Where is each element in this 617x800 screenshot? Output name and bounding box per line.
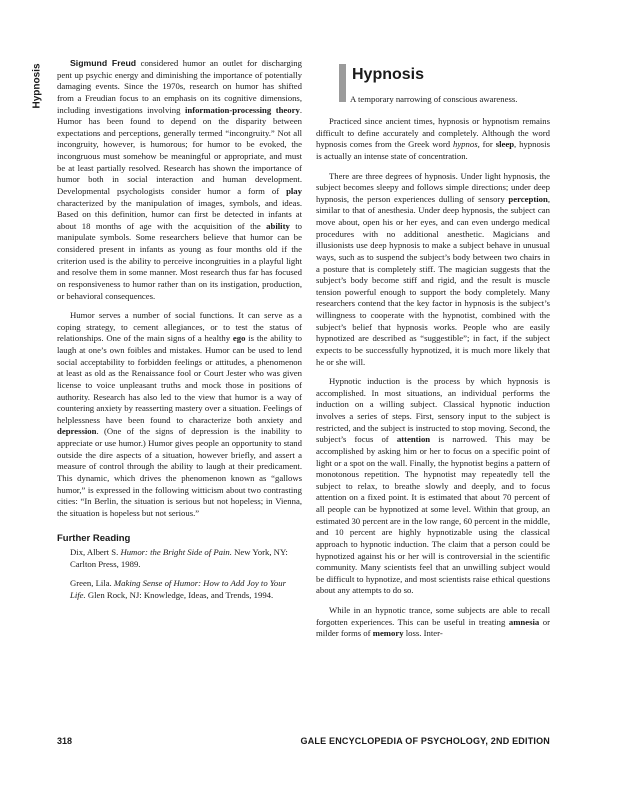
paragraph-degrees: There are three degrees of hypnosis. Under light hypnosis, the subject becomes sleepy and follows simple directions; under deep hypnosis, the person experiences dulling of sensory perception, similar to that of anesthesia. Under deep hypnosis, the subject can move about, open his or her eyes, and can even undergo medical procedures with no additional anesthetic. Magicians and illusionists use deep hypnosis to make a subject behave in unusual ways, such as to suspend the subject’s body between two chairs in a posture that is completely stiff. The magician suggests that the subject’s body become stiff and rigid, and the result is muscle tension powerful enough to support the body completely. Many researchers contend that the key factor in hypnosis is the subject’s willingness to cooperate with the hypnotist, combined with the subject’s belief that hypnosis works. People who are easily hypnotized are described as “suggestible”; in fact, if the subject expects to be successfully hypnotized, it is much more likely that he or she will. [316,170,550,367]
page-footer [57,736,550,750]
paragraph-definition: Practiced since ancient times, hypnosis or hypnotism remains difficult to define accurately and completely. Although the word hypnosis comes from the Greek word hypnos, for sleep, hypnosis is actually an intense state of concentration. [316,116,550,161]
paragraph-social-functions: Humor serves a number of social functions. It can serve as a coping strategy, to cement allegiances, or to test the status of relationships. One of the main signs of a healthy ego is the ability to laugh at one’s own foibles and mistakes. Humor can be used to lend social acceptability to forbidden feelings or attitudes, a phenomenon at least as old as the Renaissance fool or Court Jester who was given license to voice unpleasant truths and mock those in positions of authority. Research has also led to the view that humor is a way of countering anxiety by reasserting mastery over a situation. Feelings of helplessness have been found to characterize both anxiety and depression. (One of the signs of depression is the inability to appreciate or use humor.) Humor gives people an opportunity to stand outside the dire aspects of a situation, however briefly, and assert a measure of control through the ability to laugh at their predicament. This dynamic, which drives the phenomenon known as “gallows humor,” is expressed in the following witticism about two contrasting cities: “In Berlin, the situation is serious but not hopeless; in Vienna, the situation is hopeless but not serious.” [57,310,302,518]
reference-item: Green, Lila. Making Sense of Humor: How to Add Joy to Your Life. Glen Rock, NJ: Knowledge, Ideas, and Trends, 1994. [70,578,286,600]
paragraph-trance: While in an hypnotic trance, some subjects are able to recall forgotten experiences. This can be useful in treating amnesia or milder forms of memory loss. Inter- [316,605,550,639]
right-column [316,116,550,648]
side-tab-label: Hypnosis [31,63,43,109]
paragraph-induction: Hypnotic induction is the process by which hypnosis is accomplished. In most situations, an individual performs the induction on a willing subject. Classical hypnotic induction involves a series of steps. First, sensory input to the subject is restricted, and the subject is instructed to stop moving. Second, the subject’s focus of attention is narrowed. This may be accomplished by asking him or her to focus on a specific point of light or a spot on the wall. Finally, the hypnotist begins a pattern of monotonous repetition. The hypnotist may repeatedly tell the subject to relax, to breathe slowly and deeply, and to focus attention on a fixed point. It is estimated that about 70 percent of all people can be hypnotized at some level. Within that group, an estimated 30 percent are in the low range, 60 percent in the middle, and 10 percent are highly hypnotizable using the classical approach to hypnotic induction. The claim that a person could be hypnotized against his or her will is controversial in the scientific community. Many scientists feel that an unwilling subject would be difficult to hypnotize, and most scientists raise ethical questions about any attempts to do so. [316,376,550,596]
left-column [57,58,302,610]
entry-subtitle: A temporary narrowing of conscious awareness. [350,94,518,104]
further-reading-heading: Further Reading [57,533,131,545]
reference-item: Dix, Albert S. Humor: the Bright Side of Pain. New York, NY: Carlton Press, 1989. [70,547,288,569]
publication-title: GALE ENCYCLOPEDIA OF PSYCHOLOGY, 2ND EDITION [300,736,550,746]
page-number: 318 [57,736,73,746]
entry-heading-bar [339,64,346,102]
entry-title: Hypnosis [352,66,425,83]
paragraph-freud: Sigmund Freud considered humor an outlet for discharging pent up psychic energy and diminishing the importance of potentially damaging events. Since the 1970s, research on humor has shifted from a Freudian focus to an emphasis on its cognitive dimensions, including investigations involving information-processing theory. Humor has been found to depend on the disparity between expectations and perceptions, generally termed “incongruity.” Not all incongruity, however, is humorous; for humor to be evoked, the incongruous must somehow be meaningful or appropriate, and must be at least partially resolved. Research has shown the importance of humor both in social interaction and human development. Developmental psychologists consider humor a form of play characterized by the manipulation of images, symbols, and ideas. Based on this definition, humor can first be detected in infants at about 18 months of age with the acquisition of the ability to manipulate symbols. Some researchers believe that humor can be considered present in infants as young as four months old if the criterion used is the ability to perceive incongruities in a playful light and resolve them in some manner. Most research thus far has focused on responsiveness to humor rather than on its instigation, production, or behavioral consequences. [57,58,302,301]
